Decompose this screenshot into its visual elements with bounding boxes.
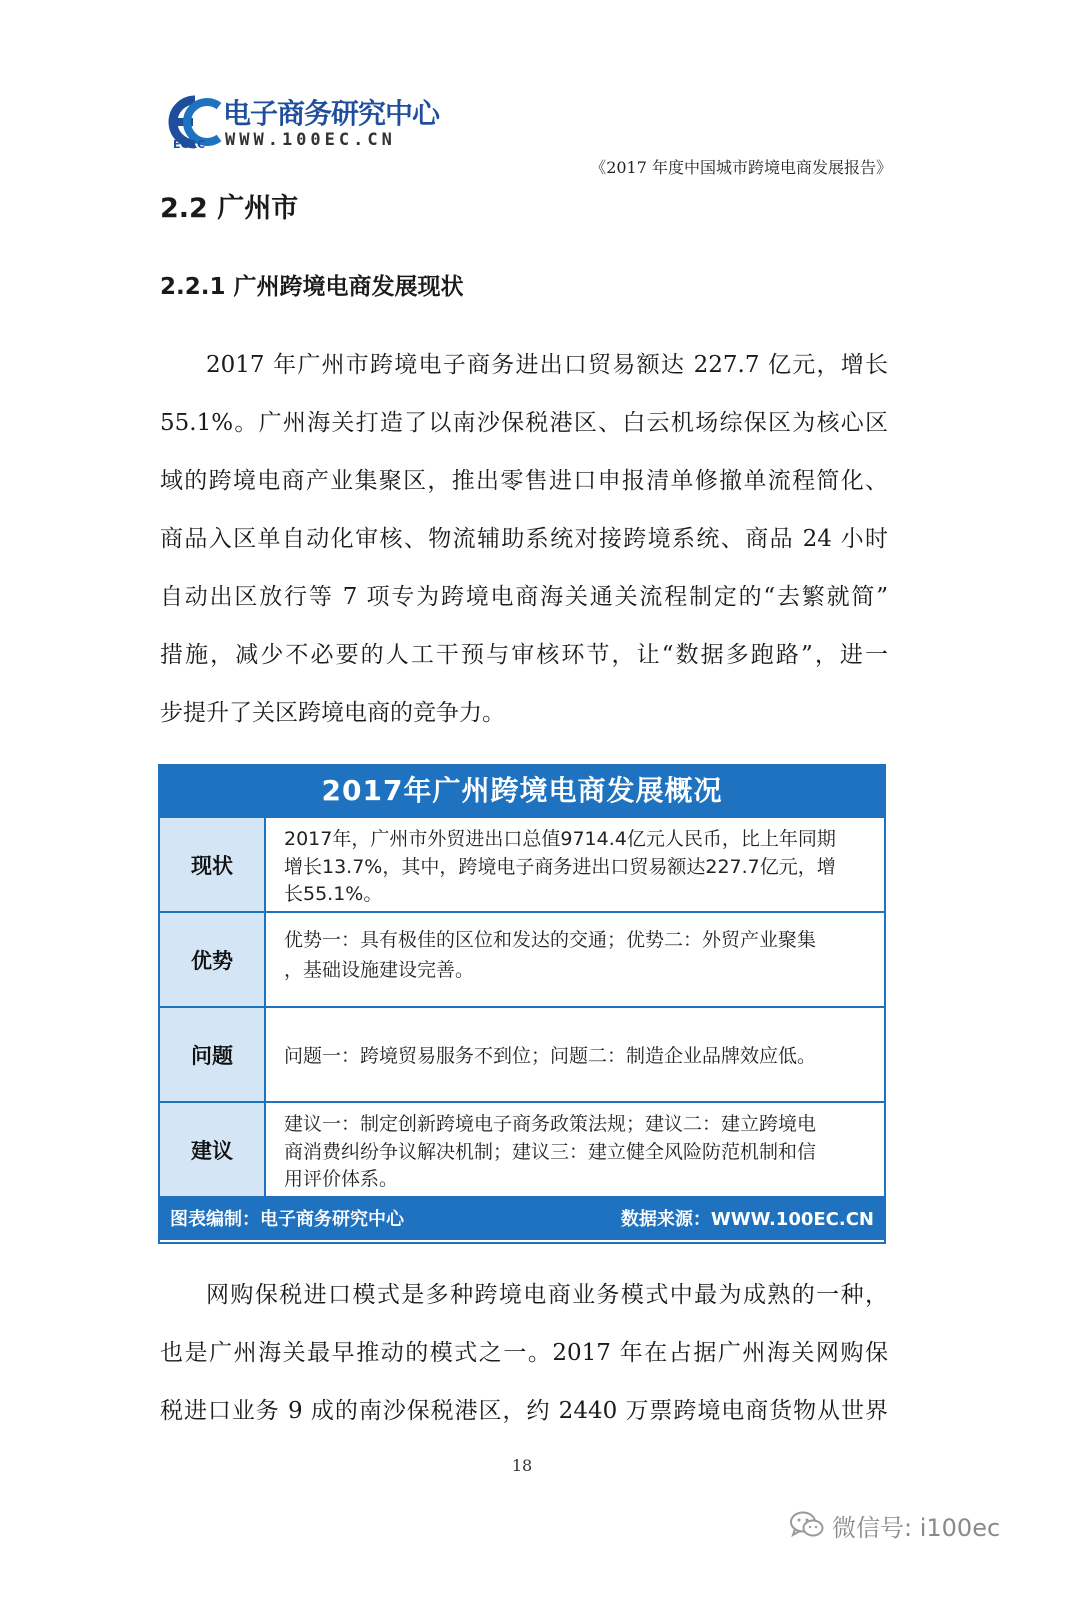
table-row-suggestions (160, 1101, 884, 1196)
page-number: 18 (511, 1456, 533, 1475)
wechat-label: 微信号: i100ec (832, 1513, 1001, 1542)
paragraph-2 (160, 1266, 888, 1440)
paragraph-line: 2017 年广州市跨境电子商务进出口贸易额达 227.7 亿元，增长 (206, 352, 888, 378)
row-content-line: 增长13.7%，其中，跨境电子商务进出口贸易额达227.7亿元，增 (284, 855, 836, 878)
table-row-advantages (160, 911, 884, 1006)
logo-abbreviation: ECRC (173, 138, 206, 151)
table-footer (160, 1196, 884, 1240)
row-label: 问题 (160, 1008, 266, 1101)
section-heading: 2.2 广州市 (160, 193, 299, 224)
row-content-line: 优势一：具有极佳的区位和发达的交通；优势二：外贸产业聚集 (284, 929, 817, 951)
paragraph-line: 55.1%。广州海关打造了以南沙保税港区、白云机场综保区为核心区 (160, 410, 888, 436)
row-content (266, 818, 884, 911)
guangzhou-overview-table (158, 764, 886, 1244)
row-label: 建议 (160, 1103, 266, 1196)
wechat-icon (790, 1511, 824, 1539)
row-content-line: 长55.1%。 (284, 883, 383, 906)
paragraph-line: 也是广州海关最早推动的模式之一。2017 年在占据广州海关网购保 (160, 1340, 888, 1366)
ecrc-logo (165, 92, 440, 156)
row-content-line: 问题一：跨境贸易服务不到位；问题二：制造企业品牌效应低。 (284, 1044, 817, 1067)
paragraph-line: 域的跨境电商产业集聚区，推出零售进口申报清单修撤单流程简化、 (160, 468, 888, 494)
paragraph-line: 网购保税进口模式是多种跨境电商业务模式中最为成熟的一种， (206, 1282, 888, 1308)
table-title: 2017年广州跨境电商发展概况 (160, 766, 884, 816)
row-content-line: 建议一：制定创新跨境电子商务政策法规；建议二：建立跨境电 (284, 1113, 817, 1135)
logo-url: WWW.100EC.CN (225, 130, 396, 150)
running-title: 《2017 年度中国城市跨境电商发展报告》 (590, 158, 892, 177)
row-label: 现状 (160, 818, 266, 911)
table-compiler: 图表编制：电子商务研究中心 (170, 1209, 404, 1230)
paragraph-line: 商品入区单自动化审核、物流辅助系统对接跨境系统、商品 24 小时 (160, 526, 888, 552)
table-source: 数据来源：WWW.100EC.CN (620, 1209, 874, 1230)
row-content (266, 1103, 884, 1196)
paragraph-line: 税进口业务 9 成的南沙保税港区，约 2440 万票跨境电商货物从世界 (160, 1398, 888, 1424)
row-content-line: 2017年，广州市外贸进出口总值9714.4亿元人民币，比上年同期 (284, 828, 836, 850)
paragraph-1 (160, 336, 888, 742)
paragraph-line: 步提升了关区跨境电商的竞争力。 (160, 700, 505, 726)
logo-name: 电子商务研究中心 (223, 97, 440, 130)
row-content-line: 用评价体系。 (284, 1168, 399, 1191)
paragraph-line: 措施，减少不必要的人工干预与审核环节，让“数据多跑路”，进一 (160, 642, 888, 668)
table-row-problems (160, 1006, 884, 1101)
row-content-line: ，基础设施建设完善。 (284, 959, 475, 981)
row-content (266, 1008, 884, 1101)
table-row-status (160, 816, 884, 911)
row-content (266, 913, 884, 1006)
paragraph-line: 自动出区放行等 7 项专为跨境电商海关通关流程制定的“去繁就简” (160, 584, 888, 610)
row-content-line: 商消费纠纷争议解决机制；建议三：建立健全风险防范机制和信 (284, 1140, 817, 1163)
subsection-heading: 2.2.1 广州跨境电商发展现状 (160, 274, 464, 300)
row-label: 优势 (160, 913, 266, 1006)
wechat-watermark (790, 1505, 1030, 1545)
